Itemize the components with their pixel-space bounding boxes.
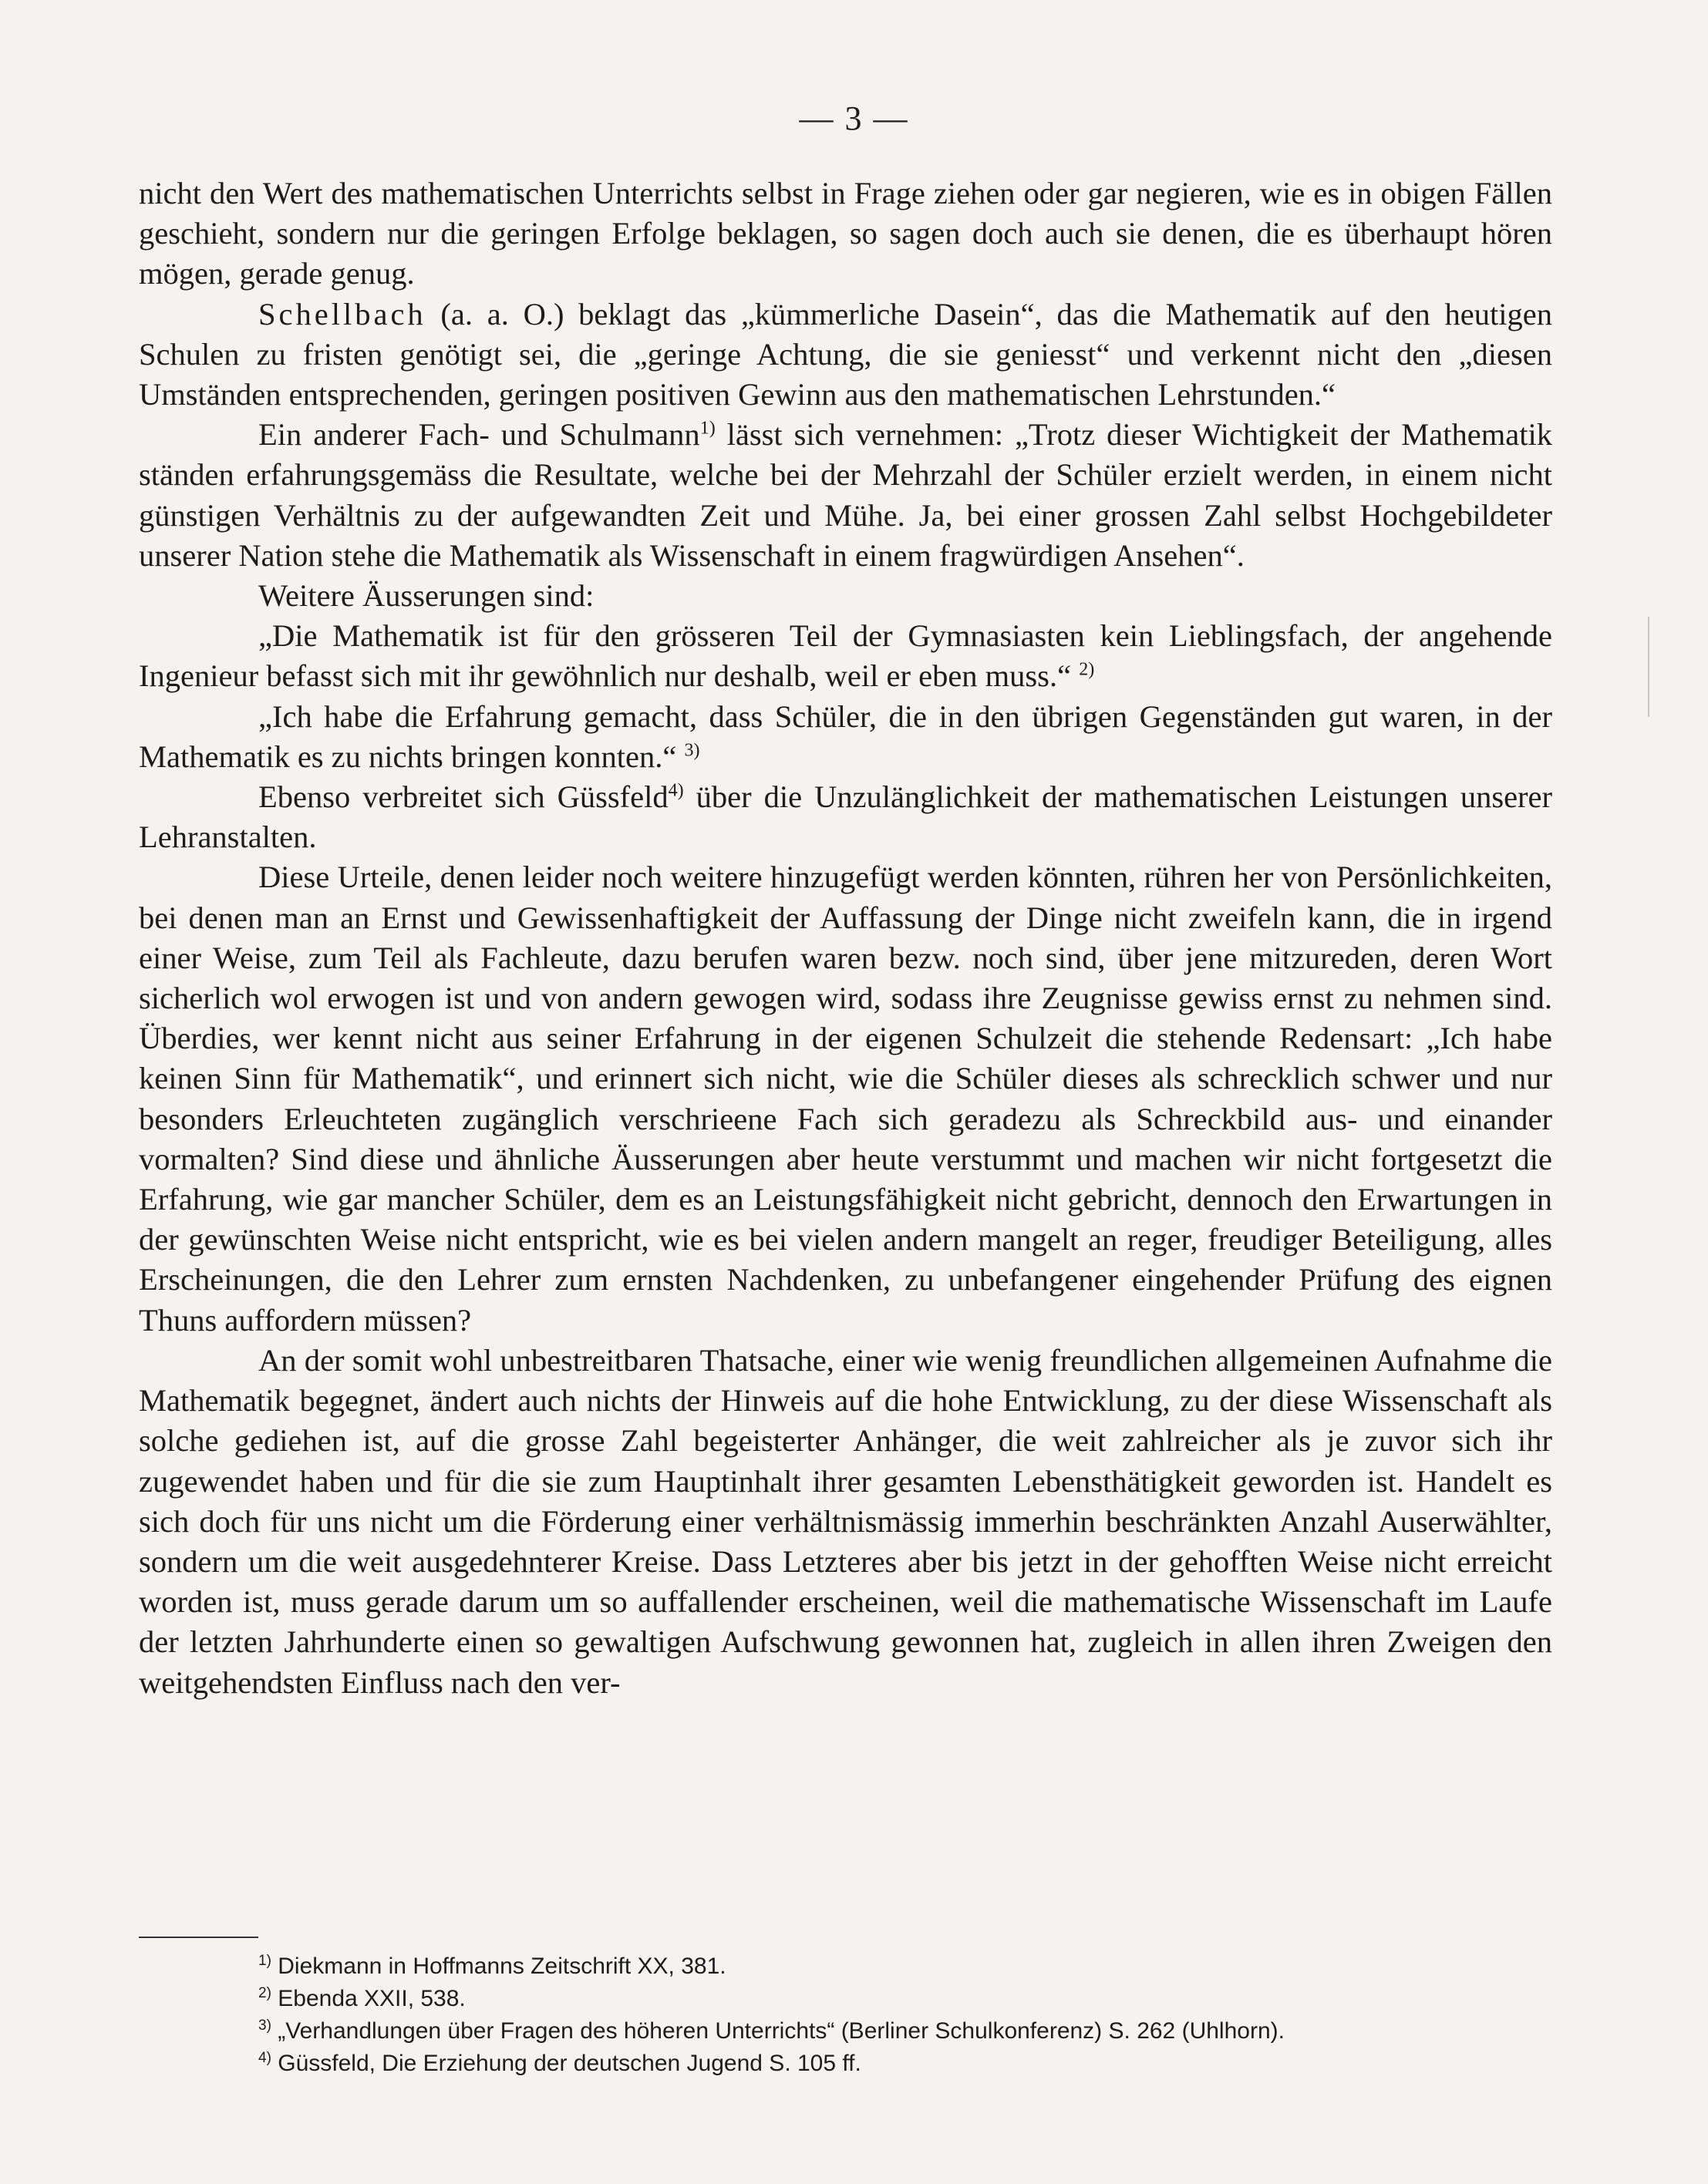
paragraph-text: (a. a. O.) beklagt das „kümmerliche Dasein“, das die Mathematik auf den heutigen Schulen zu fristen genötigt sei, die „geringe Achtung, die sie geniesst“ und verkennt nicht den „diesen Umständen entsprechenden, geringen positiven Gewinn aus den mathematischen Lehrstunden.“ (139, 296, 1552, 412)
footnote-3 (139, 2015, 1552, 2048)
paragraph-text: „Ich habe die Erfahrung gemacht, dass Schüler, die in den übrigen Gegenständen gut waren, in der Mathematik es zu nichts bringen konnten.“ (139, 698, 1552, 774)
paragraph-text: Ebenso verbreitet sich Güssfeld (258, 779, 669, 815)
paragraph-text: nicht den Wert des mathematischen Unterrichts selbst in Frage ziehen oder gar negieren, wie es in obigen Fällen geschieht, sondern nur die geringen Erfolge beklagen, so sagen doch auch sie denen, die es überhaupt hören mögen, gerade genug. (139, 176, 1552, 291)
paragraph-6 (139, 697, 1552, 777)
footnote-mark: 1) (258, 1953, 271, 1969)
footnotes (139, 1950, 1552, 2080)
footnote-text: Güssfeld, Die Erziehung der deutschen Jugend S. 105 ff. (278, 2051, 861, 2076)
footnote-text: Ebenda XXII, 538. (278, 1986, 466, 2011)
footnote-1 (139, 1950, 1552, 1983)
paragraph-text: Ein anderer Fach- und Schulmann (258, 417, 700, 453)
paragraph-text: „Die Mathematik ist für den grösseren Teil der Gymnasiasten kein Lieblingsfach, der angehende Ingenieur befasst sich mit ihr gewöhnlich nur deshalb, weil er eben muss.“ (139, 618, 1552, 694)
paragraph-text: über die Unzulänglichkeit der mathematischen Leistungen unserer Lehranstalten. (139, 779, 1553, 855)
paragraph-9 (139, 1341, 1552, 1703)
footnote-ref-2[interactable]: 2) (1079, 659, 1095, 680)
footnote-mark: 4) (258, 2050, 271, 2066)
paragraph-4 (139, 576, 1552, 616)
footnote-ref-1[interactable]: 1) (699, 418, 716, 439)
paragraph-text: An der somit wohl unbestreitbaren Thatsache, einer wie wenig freundlichen allgemeinen Aufnahme die Mathematik begegnet, ändert auch nichts der Hinweis auf die hohe Entwicklung, zu der diese Wissenschaft als solche gediehen ist, auf die grosse Zahl begeisterter Anhänger, die weit zahlreicher als je zuvor sich ihr zugewendet haben und für die sie zum Hauptinhalt ihrer gesamten Lebensthätigkeit geworden ist. Handelt es sich doch für uns nicht um die Förderung einer verhältnismässig immerhin beschränkten Anzahl Auserwählter, sondern um die weit ausgedehnterer Kreise. Dass Letzteres aber bis jetzt in der gehofften Weise nicht erreicht worden ist, muss gerade darum um so auffallender erscheinen, weil die mathematische Wissenschaft im Laufe der letzten Jahrhunderte einen so gewaltigen Aufschwung gewonnen hat, zugleich in allen ihren Zweigen den weitgehendsten Einfluss nach den ver- (139, 1342, 1552, 1700)
footnote-text: Diekmann in Hoffmanns Zeitschrift XX, 381. (278, 1953, 726, 1979)
footnote-ref-3[interactable]: 3) (684, 740, 700, 761)
paragraph-5 (139, 616, 1552, 696)
footnote-text: „Verhandlungen über Fragen des höheren Unterrichts“ (Berliner Schulkonferenz) S. 262 (Uhlhorn). (278, 2018, 1285, 2044)
author-name-spaced: Schellbach (258, 296, 426, 331)
footnote-mark: 3) (258, 2017, 271, 2034)
margin-mark (1648, 617, 1649, 717)
footnote-mark: 2) (258, 1985, 271, 2001)
paragraph-2 (139, 294, 1552, 416)
page-number: — 3 — (799, 99, 909, 137)
paragraph-text: lässt sich vernehmen: „Trotz dieser Wichtigkeit der Mathematik ständen erfahrungsgemäss die Resultate, welche bei der Mehrzahl der Schüler erzielt werden, in einem nicht günstigen Verhältnis zu der aufgewandten Zeit und Mühe. Ja, bei einer grossen Zahl selbst Hochgebildeter unserer Nation stehe die Mathematik als Wissenschaft in einem fragwürdigen Ansehen“. (139, 417, 1552, 573)
footnote-4 (139, 2048, 1552, 2080)
footnote-2 (139, 1983, 1552, 2015)
paragraph-7 (139, 777, 1552, 857)
footnote-divider (139, 1937, 258, 1938)
paragraph-text: Weitere Äusserungen sind: (258, 578, 595, 614)
paragraph-8 (139, 857, 1552, 1340)
body-text (139, 173, 1552, 1703)
paragraph-1 (139, 173, 1552, 294)
paragraph-text: Diese Urteile, denen leider noch weitere hinzugefügt werden könnten, rühren her von Persönlichkeiten, bei denen man an Ernst und Gewissenhaftigkeit der Auffassung der Dinge nicht zweifeln kann, die in irgend einer Weise, zum Teil als Fachleute, dazu berufen waren bezw. noch sind, über jene mitzureden, deren Wort sicherlich wol erwogen ist und von andern gewogen wird, sodass ihre Zeugnisse gewiss ernst zu nehmen sind. Überdies, wer kennt nicht aus seiner Erfahrung in der eigenen Schulzeit die stehende Redensart: „Ich habe keinen Sinn für Mathematik“, und erinnert sich nicht, wie die Schüler dieses als schrecklich schwer und nur besonders Erleuchteten zugänglich verschrieene Fach sich geradezu als Schreckbild aus- und einander vormalten? Sind diese und ähnliche Äusserungen aber heute verstummt und machen wir nicht fortgesetzt die Erfahrung, wie gar mancher Schüler, dem es an Leistungsfähigkeit nicht gebricht, dennoch den Erwartungen in der gewünschten Weise nicht entspricht, wie es bei vielen andern mangelt an reger, freudiger Beteiligung, alles Erscheinungen, die den Lehrer zum ernsten Nachdenken, zu unbefangener eingehender Prüfung des eignen Thuns auffordern müssen? (139, 860, 1552, 1338)
footnote-ref-4[interactable]: 4) (668, 780, 684, 801)
paragraph-3 (139, 415, 1552, 576)
